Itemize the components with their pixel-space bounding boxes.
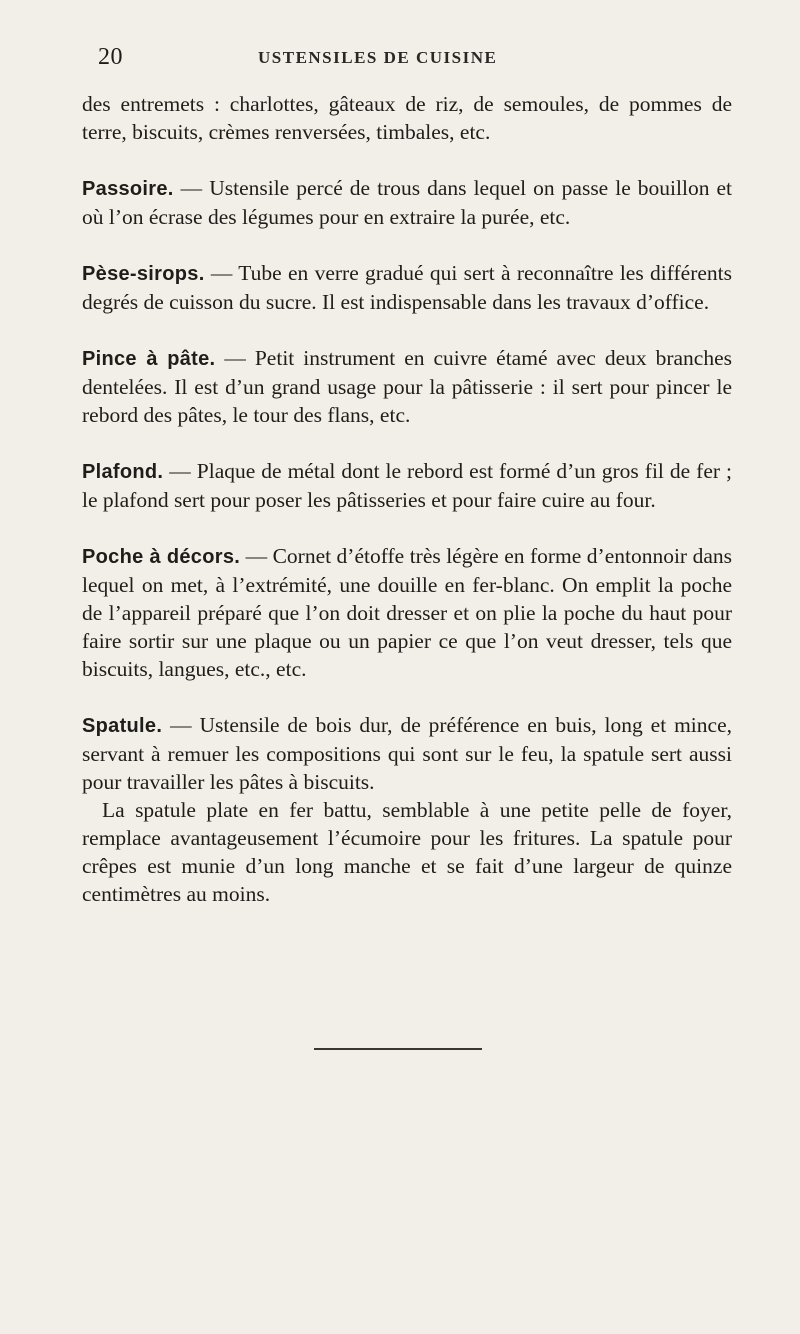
section-divider [314,1048,482,1050]
entry-term: Spatule. [82,715,163,737]
page-header [0,44,800,74]
entry-term: Plafond. [82,461,164,483]
intro-paragraph: des entremets : charlottes, gâteaux de riz, de semoules, de pommes de terre, biscuits, crèmes renversées, timbales, etc. [82,92,732,144]
page-number: 20 [98,44,123,70]
entry-definition: — Tube en verre gradué qui sert à reconnaître les différents degrés de cuisson du sucre. Il est indispensable dans les travaux d’office. [82,261,732,314]
entry-definition: — Cornet d’étoffe très légère en forme d’entonnoir dans lequel on met, à l’extrémité, une douille en fer-blanc. On emplit la poche de l’appareil préparé que l’on doit dresser et on plie la poche du haut pour faire sortir sur une plaque ou un papier ce que l’on veut dresser, tels que biscuits, langues, etc., etc. [82,544,732,681]
entry-plafond [82,457,732,514]
entry-term: Poche à décors. [82,546,241,568]
entry-definition: — Petit instrument en cuivre étamé avec deux branches dentelées. Il est d’un grand usage pour la pâtisserie : il sert pour pincer le rebord des pâtes, le tour des flans, etc. [82,346,732,427]
entry-term: Pince à pâte. [82,348,216,370]
entry-pese-sirops [82,259,732,316]
entry-spatule [82,711,732,796]
entry-definition: — Ustensile percé de trous dans lequel on passe le bouillon et où l’on écrase des légumes pour en extraire la purée, etc. [82,176,732,229]
entry-term: Passoire. [82,178,174,200]
spatule-continuation: La spatule plate en fer battu, semblable à une petite pelle de foyer, remplace avantageusement l’écumoire pour les fritures. La spatule pour crêpes est munie d’un long manche et se fait d’une largeur de quinze centimètres au moins. [82,798,732,906]
running-head: USTENSILES DE CUISINE [258,48,498,67]
entry-definition: — Ustensile de bois dur, de préférence en buis, long et mince, servant à remuer les compositions qui sont sur le feu, la spatule sert aussi pour travailler les pâtes à biscuits. [82,713,732,794]
entry-pince-a-pate [82,344,732,429]
body-text [82,90,732,936]
entry-poche-a-decors [82,542,732,683]
entry-definition: — Plaque de métal dont le rebord est formé d’un gros fil de fer ; le plafond sert pour poser les pâtisseries et pour faire cuire au four. [82,459,732,512]
entry-passoire [82,174,732,231]
entry-term: Pèse-sirops. [82,263,205,285]
